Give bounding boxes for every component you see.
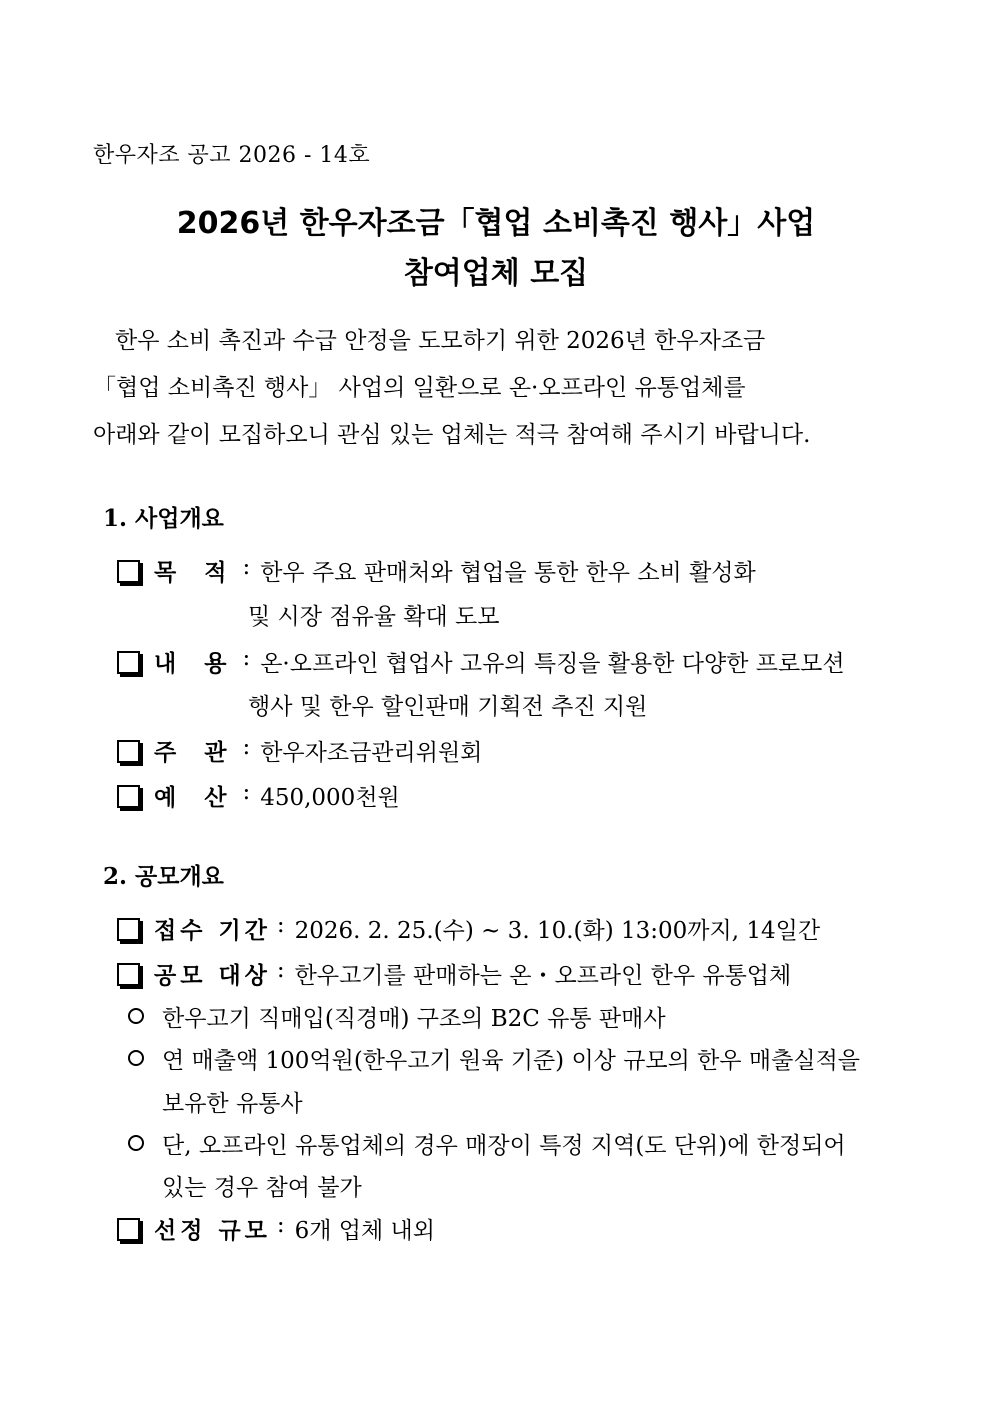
item-budget-label: 예 산 xyxy=(154,784,237,811)
intro-line-3: 아래와 같이 모집하오니 관심 있는 업체는 적극 참여해 주시기 바랍니다. xyxy=(93,422,811,448)
target-bullet-3: 단, 오프라인 유통업체의 경우 매장이 특정 지역(도 단위)에 한정되어 xyxy=(128,1127,846,1160)
checkbox-icon xyxy=(117,560,140,583)
intro-line-2: 「협업 소비촉진 행사」 사업의 일환으로 온·오프라인 유통업체를 xyxy=(93,375,746,401)
target-bullet-3-cont: 있는 경우 참여 불가 xyxy=(162,1175,362,1201)
section-2-heading: 2. 공모개요 xyxy=(103,863,224,890)
item-host-label: 주 관 xyxy=(154,739,237,766)
item-purpose-value: 한우 주요 판매처와 협업을 통한 한우 소비 활성화 xyxy=(260,560,756,586)
notice-number: 한우자조 공고 2026 - 14호 xyxy=(93,143,371,168)
checkbox-icon xyxy=(117,918,140,941)
item-scale-label: 선정 규모 xyxy=(154,1217,271,1244)
item-purpose-label: 목 적 xyxy=(154,559,237,586)
item-scale-value: 6개 업체 내외 xyxy=(294,1218,435,1244)
intro-line-1: 한우 소비 촉진과 수급 안정을 도모하기 위한 2026년 한우자조금 xyxy=(115,328,766,354)
item-target-label: 공모 대상 xyxy=(154,962,271,989)
checkbox-icon xyxy=(117,963,140,986)
item-budget: 예 산 : 450,000천원 xyxy=(117,779,400,812)
page-subtitle: 참여업체 모집 xyxy=(403,256,589,291)
target-bullet-2: 연 매출액 100억원(한우고기 원육 기준) 이상 규모의 한우 매출실적을 xyxy=(128,1042,860,1075)
section-1-heading: 1. 사업개요 xyxy=(103,505,224,532)
item-purpose: 목 적 : 한우 주요 판매처와 협업을 통한 한우 소비 활성화 xyxy=(117,554,756,587)
circle-bullet-icon xyxy=(128,1008,144,1024)
item-period: 접수 기간 : 2026. 2. 25.(수) ~ 3. 10.(화) 13:00까지, 14일간 xyxy=(117,912,820,945)
page-title: 2026년 한우자조금「협업 소비촉진 행사」사업 xyxy=(176,206,816,241)
item-host-value: 한우자조금관리위원회 xyxy=(260,740,483,766)
item-content: 내 용 : 온·오프라인 협업사 고유의 특징을 활용한 다양한 프로모션 xyxy=(117,645,845,678)
item-content-label: 내 용 xyxy=(154,650,237,677)
item-target: 공모 대상 : 한우고기를 판매하는 온・오프라인 한우 유통업체 xyxy=(117,957,791,990)
item-host: 주 관 : 한우자조금관리위원회 xyxy=(117,734,482,767)
item-purpose-value-cont: 및 시장 점유율 확대 도모 xyxy=(248,604,500,630)
item-budget-value: 450,000천원 xyxy=(260,785,400,811)
circle-bullet-icon xyxy=(128,1135,144,1151)
item-content-value: 온·오프라인 협업사 고유의 특징을 활용한 다양한 프로모션 xyxy=(260,651,845,677)
checkbox-icon xyxy=(117,651,140,674)
checkbox-icon xyxy=(117,785,140,808)
item-scale: 선정 규모 : 6개 업체 내외 xyxy=(117,1212,435,1245)
item-period-value: 2026. 2. 25.(수) ~ 3. 10.(화) 13:00까지, 14일간 xyxy=(294,918,821,944)
item-target-value: 한우고기를 판매하는 온・오프라인 한우 유통업체 xyxy=(294,963,792,989)
checkbox-icon xyxy=(117,1218,140,1241)
checkbox-icon xyxy=(117,740,140,763)
item-content-value-cont: 행사 및 한우 할인판매 기획전 추진 지원 xyxy=(248,694,648,720)
item-period-label: 접수 기간 xyxy=(154,917,271,944)
circle-bullet-icon xyxy=(128,1050,144,1066)
intro-paragraph xyxy=(93,318,893,459)
target-bullet-1: 한우고기 직매입(직경매) 구조의 B2C 유통 판매사 xyxy=(128,1000,666,1033)
target-bullet-2-cont: 보유한 유통사 xyxy=(162,1091,303,1117)
